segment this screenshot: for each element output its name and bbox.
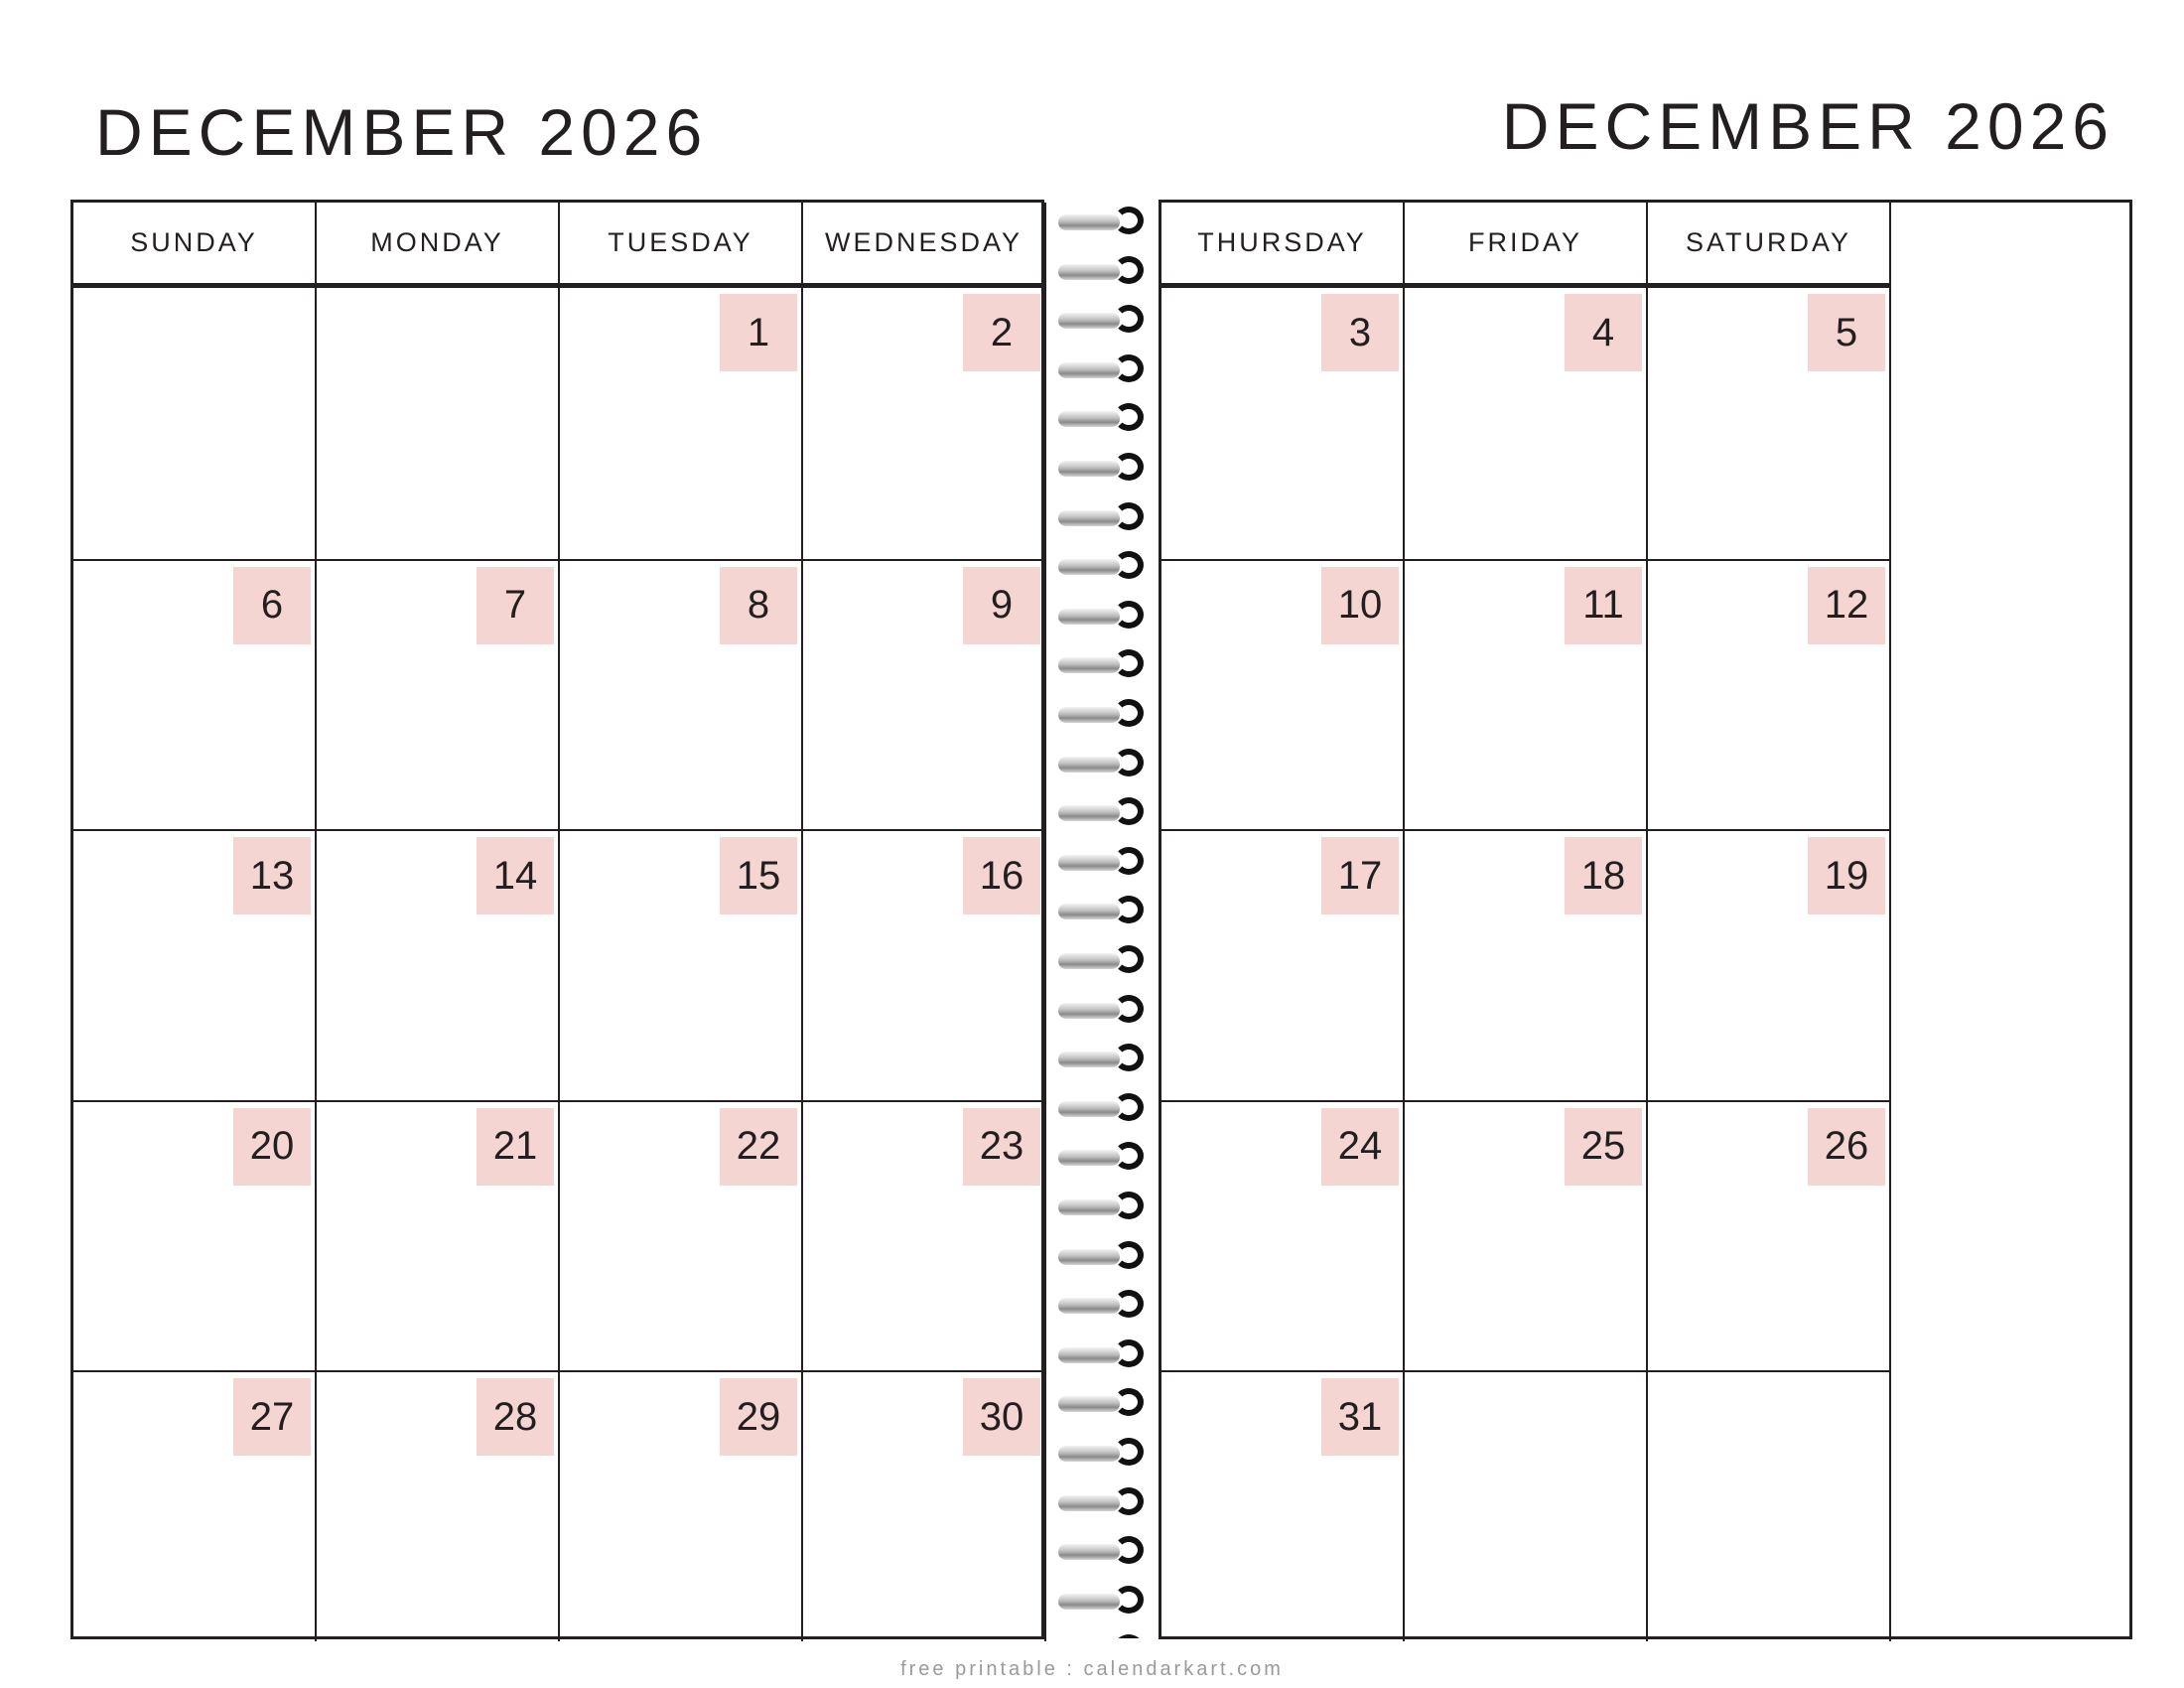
- day-cell[interactable]: [73, 1100, 317, 1371]
- spiral-ring: [1058, 401, 1148, 437]
- day-cell[interactable]: [1648, 1370, 1891, 1641]
- date-number: 5: [1808, 294, 1885, 371]
- spiral-ring: [1058, 1632, 1148, 1638]
- left-page-title: DECEMBER 2026: [95, 95, 709, 169]
- day-cell[interactable]: [1405, 288, 1648, 559]
- spiral-wire: [1058, 1298, 1120, 1314]
- date-number: 25: [1565, 1108, 1642, 1186]
- spiral-loop: [1114, 797, 1144, 825]
- spiral-loop: [1114, 601, 1144, 629]
- weekday-header-tuesday: TUESDAY: [560, 203, 803, 283]
- spiral-loop: [1114, 896, 1144, 923]
- spiral-loop: [1114, 1339, 1144, 1367]
- date-number: 26: [1808, 1108, 1885, 1186]
- spiral-ring: [1058, 254, 1148, 290]
- spiral-loop: [1114, 1536, 1144, 1564]
- day-cell[interactable]: [803, 1370, 1046, 1641]
- footer-credit: free printable : calendarkart.com: [900, 1658, 1284, 1680]
- spiral-loop: [1114, 1290, 1144, 1318]
- day-cell[interactable]: [317, 1100, 560, 1371]
- spiral-loop: [1114, 502, 1144, 530]
- date-number: 29: [720, 1378, 797, 1456]
- spiral-loop: [1114, 1142, 1144, 1170]
- day-cell[interactable]: [560, 288, 803, 559]
- spiral-loop: [1114, 305, 1144, 333]
- spiral-loop: [1114, 995, 1144, 1023]
- spiral-ring: [1058, 1140, 1148, 1176]
- spiral-ring: [1058, 647, 1148, 683]
- day-cell[interactable]: [1405, 1370, 1648, 1641]
- spiral-loop: [1114, 699, 1144, 727]
- spiral-ring: [1058, 500, 1148, 536]
- date-number: 21: [477, 1108, 554, 1186]
- weekday-header-thursday: THURSDAY: [1161, 203, 1405, 283]
- date-number: 14: [477, 837, 554, 914]
- date-number: 30: [963, 1378, 1040, 1456]
- spiral-ring: [1058, 1239, 1148, 1275]
- day-cell[interactable]: [803, 288, 1046, 559]
- spiral-loop: [1114, 945, 1144, 973]
- spiral-ring: [1058, 845, 1148, 881]
- spiral-wire: [1058, 1101, 1120, 1117]
- spiral-loop: [1114, 1438, 1144, 1466]
- day-cell[interactable]: [803, 1100, 1046, 1371]
- date-number: 6: [233, 567, 311, 644]
- day-cell[interactable]: [803, 829, 1046, 1100]
- date-number: 10: [1321, 567, 1399, 644]
- spiral-loop: [1114, 1044, 1144, 1071]
- date-number: 3: [1321, 294, 1399, 371]
- date-number: 8: [720, 567, 797, 644]
- day-cell[interactable]: [1405, 829, 1648, 1100]
- spiral-ring: [1058, 303, 1148, 339]
- spiral-ring: [1058, 599, 1148, 634]
- spiral-loop: [1114, 1487, 1144, 1515]
- day-cell[interactable]: [1648, 1100, 1891, 1371]
- spiral-wire: [1058, 362, 1120, 378]
- spiral-ring: [1058, 1190, 1148, 1225]
- date-number: 2: [963, 294, 1040, 371]
- spiral-wire: [1058, 1199, 1120, 1215]
- spiral-ring: [1058, 894, 1148, 929]
- spiral-wire: [1058, 953, 1120, 969]
- day-cell[interactable]: [1648, 829, 1891, 1100]
- day-cell[interactable]: [803, 559, 1046, 830]
- spiral-wire: [1058, 855, 1120, 871]
- date-number: 22: [720, 1108, 797, 1186]
- spiral-loop: [1114, 1586, 1144, 1614]
- date-number: 16: [963, 837, 1040, 914]
- day-cell[interactable]: [1648, 559, 1891, 830]
- spiral-ring: [1058, 1091, 1148, 1127]
- date-number: 31: [1321, 1378, 1399, 1456]
- spiral-wire: [1058, 214, 1120, 230]
- date-number: 15: [720, 837, 797, 914]
- spiral-ring: [1058, 1436, 1148, 1472]
- weekday-header-wednesday: WEDNESDAY: [803, 203, 1046, 283]
- day-cell[interactable]: [560, 1100, 803, 1371]
- spiral-wire: [1058, 1446, 1120, 1462]
- date-number: 17: [1321, 837, 1399, 914]
- spiral-ring: [1058, 1337, 1148, 1373]
- spiral-ring: [1058, 1042, 1148, 1077]
- spiral-ring: [1058, 1485, 1148, 1521]
- date-number: 7: [477, 567, 554, 644]
- spiral-loop: [1114, 256, 1144, 284]
- spiral-wire: [1058, 1594, 1120, 1610]
- spiral-ring: [1058, 747, 1148, 782]
- day-cell[interactable]: [1405, 559, 1648, 830]
- day-cell[interactable]: [1161, 559, 1405, 830]
- spiral-loop: [1114, 1241, 1144, 1269]
- day-cell[interactable]: [317, 1370, 560, 1641]
- left-calendar-page: [70, 200, 1044, 1639]
- spiral-ring: [1058, 549, 1148, 585]
- spiral-wire: [1058, 1495, 1120, 1511]
- day-cell[interactable]: [560, 559, 803, 830]
- date-number: 12: [1808, 567, 1885, 644]
- day-cell[interactable]: [73, 829, 317, 1100]
- spiral-loop: [1114, 551, 1144, 579]
- spiral-wire: [1058, 805, 1120, 821]
- spiral-loop: [1114, 1192, 1144, 1219]
- spiral-wire: [1058, 411, 1120, 427]
- date-number: 24: [1321, 1108, 1399, 1186]
- spiral-loop: [1114, 649, 1144, 677]
- spiral-wire: [1058, 1052, 1120, 1067]
- weekday-header-monday: MONDAY: [317, 203, 560, 283]
- spiral-loop: [1114, 847, 1144, 875]
- spiral-wire: [1058, 1396, 1120, 1412]
- spiral-loop: [1114, 354, 1144, 382]
- day-cell[interactable]: [1405, 1100, 1648, 1371]
- spiral-ring: [1058, 993, 1148, 1029]
- day-cell[interactable]: [73, 1370, 317, 1641]
- date-number: 23: [963, 1108, 1040, 1186]
- spiral-loop: [1114, 1388, 1144, 1416]
- spiral-loop: [1114, 403, 1144, 431]
- date-number: 13: [233, 837, 311, 914]
- spiral-loop: [1114, 1093, 1144, 1121]
- day-cell[interactable]: [73, 288, 317, 559]
- day-cell[interactable]: [1648, 288, 1891, 559]
- day-cell[interactable]: [317, 829, 560, 1100]
- date-number: 11: [1565, 567, 1642, 644]
- spiral-ring: [1058, 697, 1148, 733]
- spiral-wire: [1058, 461, 1120, 477]
- spiral-wire: [1058, 510, 1120, 526]
- right-page-title: DECEMBER 2026: [1501, 89, 2115, 163]
- day-cell[interactable]: [317, 559, 560, 830]
- day-cell[interactable]: [73, 559, 317, 830]
- spiral-wire: [1058, 609, 1120, 625]
- weekday-header-friday: FRIDAY: [1405, 203, 1648, 283]
- spiral-wire: [1058, 1347, 1120, 1363]
- spiral-wire: [1058, 757, 1120, 773]
- date-number: 18: [1565, 837, 1642, 914]
- spiral-ring: [1058, 451, 1148, 487]
- spiral-ring: [1058, 795, 1148, 831]
- spiral-wire: [1058, 1249, 1120, 1265]
- spiral-ring: [1058, 1386, 1148, 1422]
- spiral-wire: [1058, 707, 1120, 723]
- day-cell[interactable]: [1161, 288, 1405, 559]
- spiral-loop: [1114, 1634, 1144, 1638]
- spiral-loop: [1114, 207, 1144, 234]
- spiral-ring: [1058, 1288, 1148, 1324]
- spiral-wire: [1058, 264, 1120, 280]
- day-cell[interactable]: [317, 288, 560, 559]
- date-number: 28: [477, 1378, 554, 1456]
- right-calendar-page: [1159, 200, 2132, 1639]
- spiral-wire: [1058, 904, 1120, 919]
- spiral-ring: [1058, 352, 1148, 388]
- day-cell[interactable]: [560, 829, 803, 1100]
- day-cell[interactable]: [1161, 1370, 1405, 1641]
- date-number: 9: [963, 567, 1040, 644]
- spiral-wire: [1058, 1003, 1120, 1019]
- day-cell[interactable]: [1161, 829, 1405, 1100]
- date-number: 19: [1808, 837, 1885, 914]
- weekday-header-saturday: SATURDAY: [1648, 203, 1891, 283]
- spiral-loop: [1114, 749, 1144, 776]
- spiral-binding: [1054, 197, 1154, 1638]
- spiral-wire: [1058, 1544, 1120, 1560]
- day-cell[interactable]: [1161, 1100, 1405, 1371]
- date-number: 20: [233, 1108, 311, 1186]
- spiral-wire: [1058, 559, 1120, 575]
- spiral-ring: [1058, 1584, 1148, 1619]
- spiral-wire: [1058, 1150, 1120, 1166]
- date-number: 27: [233, 1378, 311, 1456]
- date-number: 1: [720, 294, 797, 371]
- spiral-ring: [1058, 943, 1148, 979]
- spiral-ring: [1058, 1534, 1148, 1570]
- spiral-wire: [1058, 313, 1120, 329]
- date-number: 4: [1565, 294, 1642, 371]
- weekday-header-sunday: SUNDAY: [73, 203, 317, 283]
- day-cell[interactable]: [560, 1370, 803, 1641]
- spiral-wire: [1058, 657, 1120, 673]
- spiral-loop: [1114, 453, 1144, 481]
- spiral-ring: [1058, 205, 1148, 240]
